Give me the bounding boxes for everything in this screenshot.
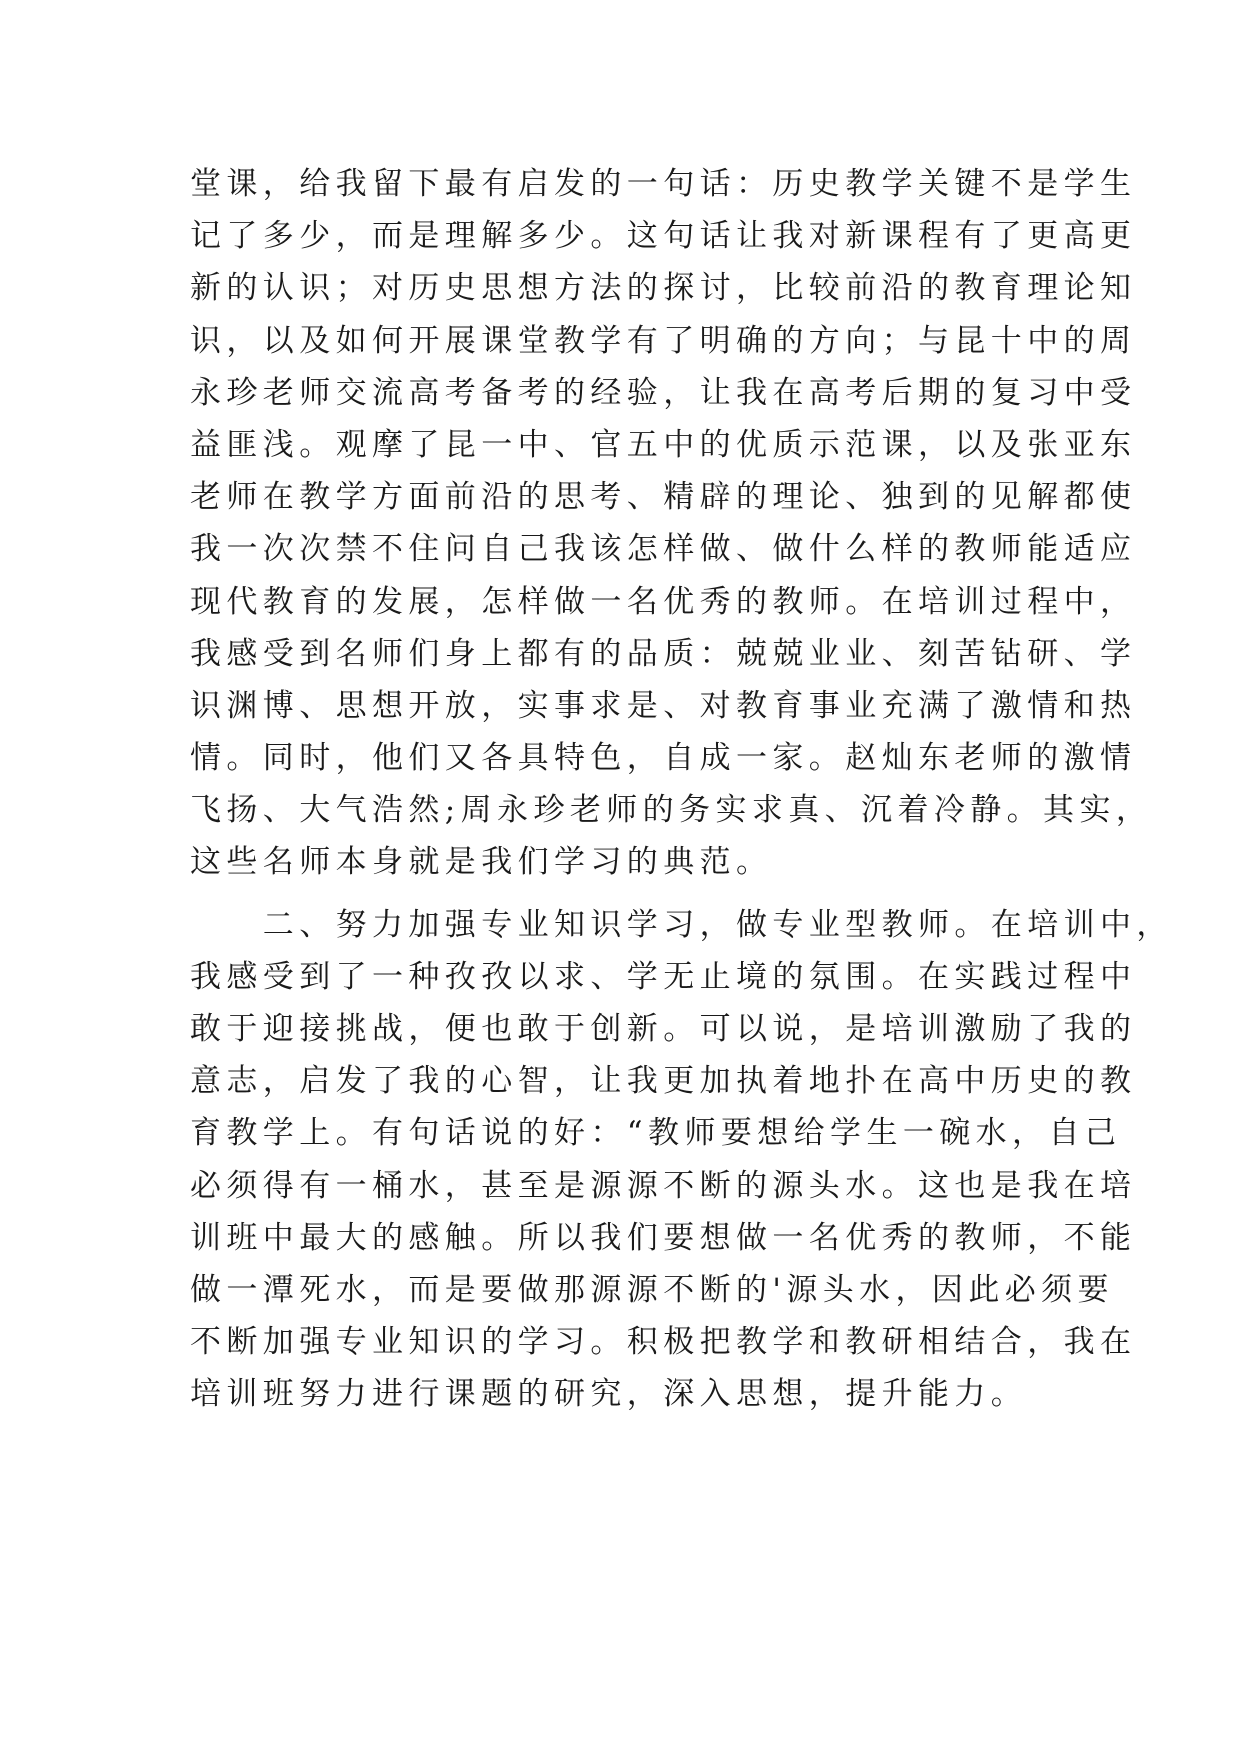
text-line: 堂课，给我留下最有启发的一句话：历史教学关键不是学生 xyxy=(190,166,1137,202)
text-line: 老师在教学方面前沿的思考、精辟的理论、独到的见解都使 xyxy=(190,479,1137,516)
text-line: 现代教育的发展，怎样做一名优秀的教师。在培训过程中， xyxy=(190,583,1137,620)
text-line: 我一次次禁不住问自己我该怎样做、做什么样的教师能适应 xyxy=(190,531,1137,568)
text-line: 这些名师本身就是我们学习的典范。 xyxy=(190,844,773,881)
text-line: 记了多少，而是理解多少。这句话让我对新课程有了更高更 xyxy=(190,218,1137,255)
text-line: 识渊博、思想开放，实事求是、对教育事业充满了激情和热 xyxy=(190,687,1137,724)
text-line: 训班中最大的感触。所以我们要想做一名优秀的教师，不能 xyxy=(190,1219,1137,1256)
paragraph-2 xyxy=(190,899,1173,1421)
paragraph-1 xyxy=(190,158,1153,889)
text-line: 不断加强专业知识的学习。积极把教学和教研相结合，我在 xyxy=(190,1324,1137,1361)
document-body xyxy=(190,158,1173,1421)
text-line: 情。同时，他们又各具特色，自成一家。赵灿东老师的激情 xyxy=(190,740,1137,777)
text-line: 做一潭死水，而是要做那源源不断的'源头水，因此必须要 xyxy=(190,1271,1114,1308)
text-line: 永珍老师交流高考备考的经验，让我在高考后期的复习中受 xyxy=(190,374,1137,411)
text-line: 敢于迎接挑战，便也敢于创新。可以说，是培训激励了我的 xyxy=(190,1011,1137,1047)
text-line: 培训班努力进行课题的研究，深入思想，提升能力。 xyxy=(190,1376,1028,1413)
text-line: 新的认识；对历史思想方法的探讨，比较前沿的教育理论知 xyxy=(190,270,1137,307)
text-line: 我感受到了一种孜孜以求、学无止境的氛围。在实践过程中 xyxy=(190,958,1137,995)
text-line: 必须得有一桶水，甚至是源源不断的源头水。这也是我在培 xyxy=(190,1167,1137,1204)
text-line: 飞扬、大气浩然;周永珍老师的务实求真、沉着冷静。其实， xyxy=(190,792,1153,829)
text-line: 育教学上。有句话说的好：“教师要想给学生一碗水，自己 xyxy=(190,1115,1122,1152)
text-line: 益匪浅。观摩了昆一中、官五中的优质示范课，以及张亚东 xyxy=(190,426,1137,463)
paragraph-spacing xyxy=(190,889,1070,899)
text-line: 识，以及如何开展课堂教学有了明确的方向；与昆十中的周 xyxy=(190,322,1137,359)
text-line: 二、努力加强专业知识学习，做专业型教师。在培训中， xyxy=(190,906,1173,943)
text-line: 意志，启发了我的心智，让我更加执着地扑在高中历史的教 xyxy=(190,1063,1137,1100)
text-line: 我感受到名师们身上都有的品质：兢兢业业、刻苦钻研、学 xyxy=(190,635,1137,672)
